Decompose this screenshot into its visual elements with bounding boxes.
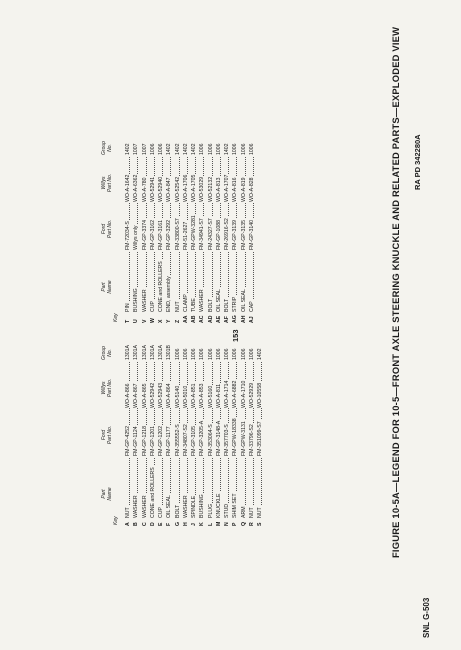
ford-part-number-cell: FM-GP-1202 [158,426,164,456]
part-name-cell: OIL SEAL [215,289,222,312]
key-cell: Y [165,312,173,323]
group-number-cell: 1006 [232,348,239,360]
key-cell: AE [215,312,223,323]
key-cell: T [124,312,132,323]
document-code: SNL G-503 [422,597,431,638]
willys-part-number-cell: WO-10558 [257,382,263,408]
key-cell: P [231,515,239,526]
key-cell: AG [231,312,239,323]
table-row [215,125,223,323]
willys-part-number-cell: WO-A-1705 [191,174,197,202]
group-number-cell: 1402 [125,143,131,155]
willys-part-number-cell: WO-52942 [149,382,156,408]
ford-part-number-cell: FM-51-2627 [182,221,189,250]
part-name-cell: WASHER [141,495,148,518]
table-row [182,125,190,323]
table-row [132,125,140,323]
part-name-cell: KNUCKLE [215,493,222,518]
ford-part-number-cell: FM-GP-3292 [166,220,173,250]
ra-pd-number: RA PD 342280A [413,134,422,190]
key-cell: Q [240,515,248,526]
left-header-group: Group No. [101,346,113,360]
part-name-cell: CUP [158,507,164,518]
willys-part-number-cell: WO-A-6882 [232,380,239,408]
table-row [174,125,182,323]
part-name-cell: NUT [248,507,255,518]
group-number-cell: 1402 [224,143,230,155]
willys-part-number-cell: WO-A-6362 [133,174,140,202]
part-name-cell: ARM [240,506,247,518]
table-row [223,125,231,323]
willys-part-number-cell: WO-A-819 [240,177,247,202]
part-name-cell: WASHER [141,289,148,312]
ford-part-number-cell: FM-34807-S2 [182,424,189,456]
ford-part-number-cell: FM-34941-S7 [199,218,206,250]
group-number-cell: 1006 [158,143,164,155]
left-header-part-name: Part Name [101,487,113,501]
table-row [207,125,215,323]
key-cell: S [256,515,264,526]
part-name-cell: BOLT [224,298,230,312]
group-number-cell: 1402 [257,348,263,360]
key-cell: N [223,515,231,526]
group-number-cell: 1006 [199,143,206,155]
group-number-cell: 1006 [182,348,189,360]
group-number-cell: 1301A [158,344,164,360]
willys-part-number-cell: WO-5140 [174,385,181,408]
ford-part-number-cell: FM-33800-S7 [174,218,181,250]
willys-part-number-cell: WO-A-853 [199,383,206,408]
key-cell: F [165,515,173,526]
ford-part-number-cell: FM-357703-S [224,424,230,456]
willys-part-number-cell: WO-5010 [182,385,189,408]
ford-part-number-cell: FM-GP-1088 [215,220,222,250]
key-cell: AJ [248,312,256,323]
part-name-cell: BUSHING [133,288,140,312]
ford-part-number-cell: Willys only [133,225,140,250]
key-cell: AA [182,312,190,323]
part-name-cell: NUT [257,507,263,518]
willys-part-number-cell: WO-A-867 [133,383,140,408]
willys-part-number-cell: WO-A-1714 [224,380,230,408]
table-row [248,125,256,323]
table-row [132,336,140,526]
willys-part-number-cell: WO-A-851 [191,383,197,408]
willys-part-number-cell: WO-5160 [207,385,214,408]
key-cell: AB [190,312,198,323]
group-number-cell: 1006 [215,143,222,155]
group-number-cell: 1006 [199,348,206,360]
ford-part-number-cell: FM-26916-S2 [224,218,230,250]
table-row [248,336,256,526]
table-row [141,125,149,323]
table-row [190,125,198,323]
ford-part-number-cell: FM-GP-4252 [125,426,131,456]
key-cell: X [157,312,165,323]
part-name-cell: CONE and ROLLERS [158,261,164,312]
group-number-cell: 1006 [224,348,230,360]
group-number-cell: 1007 [141,143,148,155]
key-cell: AD [207,312,215,323]
willys-part-number-cell: WO-52943 [158,382,164,408]
group-number-cell: 1006 [174,348,181,360]
ford-part-number-cell: FM-GP-3205-A [199,420,206,456]
key-cell: AF [223,312,231,323]
table-row [165,336,173,526]
table-row [182,336,190,526]
right-header-part-name: Part Name [101,280,113,294]
ford-part-number-cell: FM-355552-S [174,424,181,456]
willys-part-number-cell: WO-52941 [149,176,156,202]
key-cell: L [207,515,215,526]
right-header-willys: Willys Part No. [101,173,113,193]
key-cell: Z [174,312,182,323]
ford-part-number-cell: FM-GPW-18338 [232,418,239,456]
willys-part-number-cell: WO-A-1707 [224,174,230,202]
group-number-cell: 1006 [207,143,214,155]
willys-part-number-cell: WO-A-828 [248,177,255,202]
group-number-cell: 1006 [248,348,255,360]
willys-part-number-cell: WO-52940 [158,176,164,202]
ford-part-number-cell: FM-GPW-3281 [191,215,197,250]
ford-part-number-cell: FM-351099-S7 [257,421,263,456]
group-number-cell: 1006 [232,143,239,155]
right-header-ford: Ford Part No. [101,219,113,239]
willys-part-number-cell: WO-A-866 [125,383,131,408]
right-header-key: Key [113,313,119,322]
key-cell: R [248,515,256,526]
left-header-willys: Willys Part No. [101,378,113,398]
table-row [165,125,173,323]
table-row [198,336,206,526]
ford-part-number-cell: FM-GP-3162 [149,220,156,250]
willys-part-number-cell: WO-52929 [248,382,255,408]
part-name-cell: END, assembly [166,276,173,312]
table-row [157,125,165,323]
part-name-cell: PIN [125,303,131,312]
ford-part-number-cell: FM-GP-3135 [240,220,247,250]
willys-part-number-cell: WO-A-1706 [182,174,189,202]
ford-part-number-cell: FM-GP-3161 [158,220,164,250]
group-number-cell: 1402 [191,143,197,155]
part-name-cell: SHIM SET [232,493,239,518]
willys-part-number-cell: WO-A-813 [215,177,222,202]
table-row [231,336,239,526]
key-cell: U [132,312,140,323]
group-number-cell: 1006 [215,348,222,360]
group-number-cell: 1007 [133,143,140,155]
left-header-ford: Ford Part No. [101,425,113,445]
part-name-cell: TUBE [191,298,197,312]
group-number-cell: 1006 [240,143,247,155]
leader-dots [129,252,130,310]
part-name-cell: BOLT [207,298,214,312]
group-number-cell: 1006 [191,348,197,360]
table-row [149,125,157,323]
table-row [190,336,198,526]
part-name-cell: BUSHING [199,494,206,518]
group-number-cell: 1006 [207,348,214,360]
key-cell: E [157,515,165,526]
key-cell: AH [240,312,248,323]
ford-part-number-cell: FM-GP-1124 [133,426,140,456]
table-row [223,336,231,526]
ford-part-number-cell: FM-353064-S [207,424,214,456]
group-number-cell: 1301B [166,344,173,360]
ford-part-number-cell: FM-GPW-3131 [240,421,247,456]
table-row [157,336,165,526]
table-row [141,336,149,526]
group-number-cell: 1402 [166,143,173,155]
page-number: 153 [231,329,240,342]
willys-part-number-cell: WO-A-780 [141,177,148,202]
ford-part-number-cell: FM-GP-3139 [232,220,239,250]
willys-part-number-cell: WO-52542 [174,176,181,202]
figure-caption: FIGURE 10-5A—LEGEND FOR 10-5—FRONT AXLE STEERING KNUCKLE AND RELATED PARTS—EXPLODED VIEW [390,26,401,558]
willys-part-number-cell: WO-52132 [207,176,214,202]
part-name-cell: PLUG [207,503,214,518]
key-cell: V [141,312,149,323]
ford-part-number-cell: FM-GP-1177 [166,426,173,456]
group-number-cell: 1301A [141,344,148,360]
group-number-cell: 1006 [248,143,255,155]
part-name-cell: CONE and ROLLERS [149,467,156,518]
part-name-cell: STRIP [232,296,239,312]
table-row [149,336,157,526]
table-row [240,336,248,526]
part-name-cell: OIL SEAL [240,289,247,312]
key-cell: C [141,515,149,526]
ford-part-number-cell: FM-33796-S2 [248,424,255,456]
part-name-cell: BOLT [174,504,181,518]
group-number-cell: 1402 [182,143,189,155]
part-name-cell: STUD [224,503,230,518]
ford-part-number-cell: FM-24327-S7 [207,218,214,250]
part-name-cell: NUT [174,301,181,312]
ford-part-number-cell: FM-GP-3148-A [215,420,222,456]
part-name-cell: WASHER [133,495,140,518]
part-name-cell: CLAMP [182,294,189,312]
willys-part-number-cell: WO-A-811 [215,383,222,408]
table-row [124,336,132,526]
table-row [207,336,215,526]
ford-part-number-cell: FM-GP-3374 [141,220,148,250]
key-cell: AC [198,312,206,323]
willys-part-number-cell: WO-53029 [199,176,206,202]
table-row [240,125,248,323]
key-cell: B [132,515,140,526]
table-row [256,336,264,526]
key-cell: K [198,515,206,526]
part-name-cell: OIL SEAL [166,495,173,518]
group-number-cell: 1301A [125,344,131,360]
willys-part-number-cell: WO-A-864 [166,383,173,408]
part-name-cell: WASHER [182,495,189,518]
right-header-group: Group No. [101,141,113,155]
ford-part-number-cell: FM-GP-1218 [141,426,148,456]
willys-part-number-cell: WO-A-816 [232,177,239,202]
willys-part-number-cell: WO-A-1710 [240,380,247,408]
table-row [198,125,206,323]
key-cell: J [190,515,198,526]
key-cell: D [149,515,157,526]
willys-part-number-cell: WO-A-847 [166,177,173,202]
part-name-cell: CUP [149,301,156,312]
ford-part-number-cell: FM-GP-1201 [149,426,156,456]
group-number-cell: 1006 [149,143,156,155]
key-cell: M [215,515,223,526]
table-row [174,336,182,526]
key-cell: W [149,312,157,323]
part-name-cell: NUT [125,507,131,518]
willys-part-number-cell: WO-A-865 [141,383,148,408]
willys-part-number-cell: WO-A-1642 [125,174,131,202]
ford-part-number-cell: FM-GP-3140 [248,220,255,250]
group-number-cell: 1006 [240,348,247,360]
part-name-cell: CAP [248,301,255,312]
key-cell: A [124,515,132,526]
ford-part-number-cell: FM-72034-S [125,221,131,250]
key-cell: G [174,515,182,526]
table-row [231,125,239,323]
part-name-cell: WASHER [199,289,206,312]
group-number-cell: 1301A [133,344,140,360]
left-header-key: Key [113,516,119,525]
ford-part-number-cell: FM-GP-3105 [191,426,197,456]
table-row [215,336,223,526]
key-cell: H [182,515,190,526]
table-row [124,125,132,323]
group-number-cell: 1402 [174,143,181,155]
part-name-cell: SPINDLE [191,495,197,518]
group-number-cell: 1301A [149,344,156,360]
